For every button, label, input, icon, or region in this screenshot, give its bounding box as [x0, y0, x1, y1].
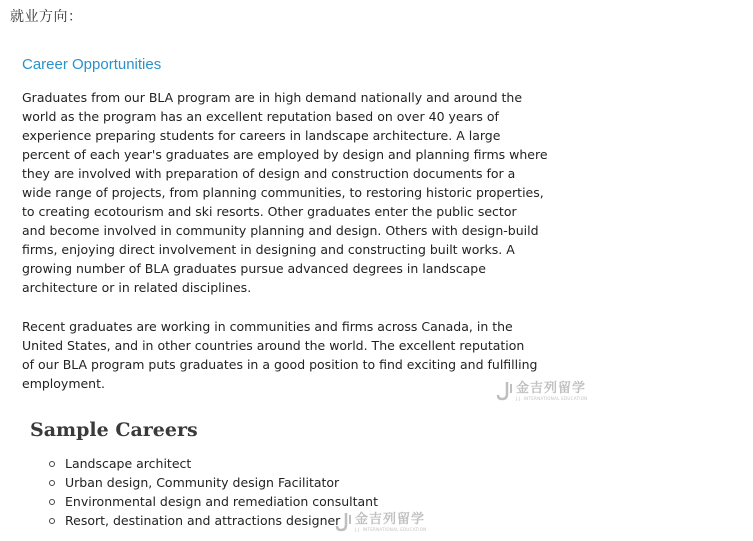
list-item-label: Urban design, Community design Facilitator [65, 475, 340, 490]
sample-careers-title: Sample Careers [30, 419, 198, 441]
watermark-j-icon [496, 381, 514, 401]
list-item [47, 492, 378, 511]
watermark-j-icon [335, 512, 353, 532]
sample-careers-list [47, 454, 378, 530]
circle-bullet-icon [49, 480, 55, 486]
section-label: 就业方向： [10, 9, 83, 25]
career-opportunities-title: Career Opportunities [22, 56, 162, 73]
list-item-label: Resort, destination and attractions designer [65, 513, 341, 528]
circle-bullet-icon [49, 518, 55, 524]
watermark-subtext: J.J. INTERNATIONAL EDUCATION [355, 526, 427, 532]
career-paragraph-2: Recent graduates are working in communities and firms across Canada, in the United States, and in other countries around the world. The excellent reputation of our BLA program puts graduates in a good position to find exciting and fulfilling employment. [22, 319, 538, 391]
watermark-subtext: J.J. INTERNATIONAL EDUCATION [516, 395, 588, 401]
watermark-text: 金吉列留学 [355, 511, 426, 527]
list-item-label: Landscape architect [65, 456, 192, 471]
circle-bullet-icon [49, 461, 55, 467]
list-item-label: Environmental design and remediation consultant [65, 494, 378, 509]
watermark-text: 金吉列留学 [516, 380, 587, 396]
circle-bullet-icon [49, 499, 55, 505]
list-item [47, 473, 378, 492]
career-paragraph-1: Graduates from our BLA program are in high demand nationally and around the world as the program has an excellent reputation based on over 40 years of experience preparing students for careers in landscape architecture. A large percent of each year's graduates are employed by design and planning firms where they are involved with preparation of design and construction documents for a wide range of projects, from planning communities, to restoring historic properties, to creating ecotourism and ski resorts. Other graduates enter the public sector and become involved in community planning and design. Others with design-build firms, enjoying direct involvement in designing and constructing built works. A growing number of BLA graduates pursue advanced degrees in landscape architecture or in related disciplines. [22, 90, 548, 295]
watermark-logo [496, 381, 587, 401]
list-item [47, 454, 378, 473]
list-item [47, 511, 378, 530]
watermark-logo [335, 512, 426, 532]
